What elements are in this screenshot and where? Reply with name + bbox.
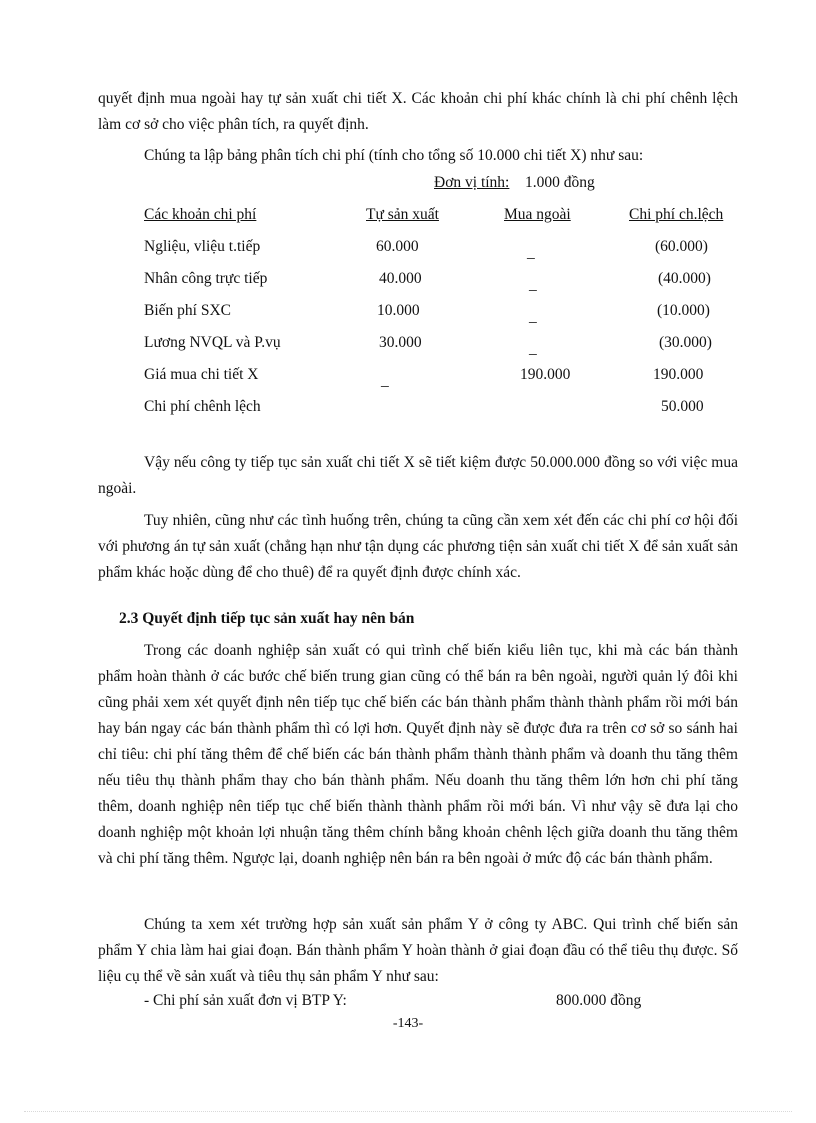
header-difference: Chi phí ch.lệch <box>629 206 724 223</box>
section-heading: 2.3 Quyết định tiếp tục sản xuất hay nên bán <box>119 610 415 627</box>
row-diff: (60.000) <box>655 238 708 255</box>
row-self: _ <box>381 372 389 389</box>
header-cost-items: Các khoản chi phí <box>144 206 257 223</box>
row-self: 60.000 <box>376 238 419 255</box>
row-label: Biến phí SXC <box>144 302 231 319</box>
paragraph-table-intro: Chúng ta lập bảng phân tích chi phí (tính cho tổng số 10.000 chi tiết X) như sau: <box>144 147 644 164</box>
paragraph-opportunity-cost: Tuy nhiên, cũng như các tình huống trên, chúng ta cũng cần xem xét đến các chi phí cơ hội đối với phương án tự sản xuất (chẳng hạn như tận dụng các phương tiện sản xuất chi tiết X để sản xuất sản phẩm khác hoặc dùng để cho thuê) để ra quyết định được chính xác. <box>98 512 738 581</box>
row-self: 10.000 <box>377 302 420 319</box>
row-buy: _ <box>529 276 537 293</box>
row-label: Chi phí chênh lệch <box>144 398 261 415</box>
paragraph-example-y: Chúng ta xem xét trường hợp sản xuất sản phẩm Y ở công ty ABC. Qui trình chế biến sản phẩm Y chia làm hai giai đoạn. Bán thành phẩm Y hoàn thành ở giai đoạn đầu có thể tiêu thụ được. Số liệu cụ thể về sản xuất và tiêu thụ sản phẩm Y như sau: <box>98 916 738 985</box>
row-buy: _ <box>529 308 537 325</box>
row-diff: (30.000) <box>659 334 712 351</box>
table-row <box>0 398 816 424</box>
header-self-produce: Tự sản xuất <box>366 206 439 223</box>
list-item-value: 800.000 đồng <box>556 992 642 1009</box>
table-row <box>0 270 816 296</box>
row-buy: 190.000 <box>520 366 571 383</box>
unit-line <box>0 174 816 200</box>
row-self: 40.000 <box>379 270 422 287</box>
paragraph-conclusion: Vậy nếu công ty tiếp tục sản xuất chi tiết X sẽ tiết kiệm được 50.000.000 đồng so với việc mua ngoài. <box>98 454 738 497</box>
row-self: 30.000 <box>379 334 422 351</box>
row-diff: (40.000) <box>658 270 711 287</box>
table-row <box>0 366 816 392</box>
row-label: Lương NVQL và P.vụ <box>144 334 281 351</box>
table-row <box>0 334 816 360</box>
list-item <box>0 992 816 1018</box>
page-number: -143- <box>392 1016 424 1031</box>
row-label: Nhân công trực tiếp <box>144 270 268 287</box>
unit-label: Đơn vị tính: <box>434 174 510 191</box>
paragraph-continue-or-sell: Trong các doanh nghiệp sản xuất có qui trình chế biến kiểu liên tục, khi mà các bán thành phẩm hoàn thành ở các bước chế biến trung gian cũng có thể bán ra bên ngoài, người quản lý đôi khi cũng phải xem xét quyết định nên tiếp tục chế biến các bán thành phẩm thành thành phẩm rồi mới bán hay bán ngay các bán thành phẩm thì có lợi hơn. Quyết định này sẽ được đưa ra trên cơ sở so sánh hai chỉ tiêu: chi phí tăng thêm để chế biến các bán thành phẩm thành thành phẩm và doanh thu tăng thêm nếu tiêu thụ thành phẩm thay cho bán thành phẩm. Nếu doanh thu tăng thêm lớn hơn chi phí tăng thêm, doanh nghiệp nên tiếp tục chế biến thành thành phẩm rồi mới bán. Vì như vậy sẽ đưa lại cho doanh nghiệp một khoản lợi nhuận tăng thêm chính bằng khoản chênh lệch giữa doanh thu tăng thêm và chi phí tăng thêm. Ngược lại, doanh nghiệp nên bán ra bên ngoài ở mức độ các bán thành phẩm. <box>98 642 738 867</box>
row-buy: _ <box>527 244 535 261</box>
list-item-label: - Chi phí sản xuất đơn vị BTP Y: <box>144 992 347 1009</box>
header-buy-outside: Mua ngoài <box>504 206 571 223</box>
row-diff: (10.000) <box>657 302 710 319</box>
row-label: Ngliệu, vliệu t.tiếp <box>144 238 261 255</box>
row-buy: _ <box>529 340 537 357</box>
row-label: Giá mua chi tiết X <box>144 366 259 383</box>
table-row <box>0 302 816 328</box>
unit-value: 1.000 đồng <box>525 174 595 191</box>
paragraph-intro: quyết định mua ngoài hay tự sản xuất chi tiết X. Các khoản chi phí khác chính là chi phí chênh lệch làm cơ sở cho việc phân tích, ra quyết định. <box>98 90 738 133</box>
row-diff: 190.000 <box>653 366 704 383</box>
page-bottom-divider <box>24 1111 792 1112</box>
table-row <box>0 238 816 264</box>
table-header <box>0 206 816 232</box>
row-diff: 50.000 <box>661 398 704 415</box>
